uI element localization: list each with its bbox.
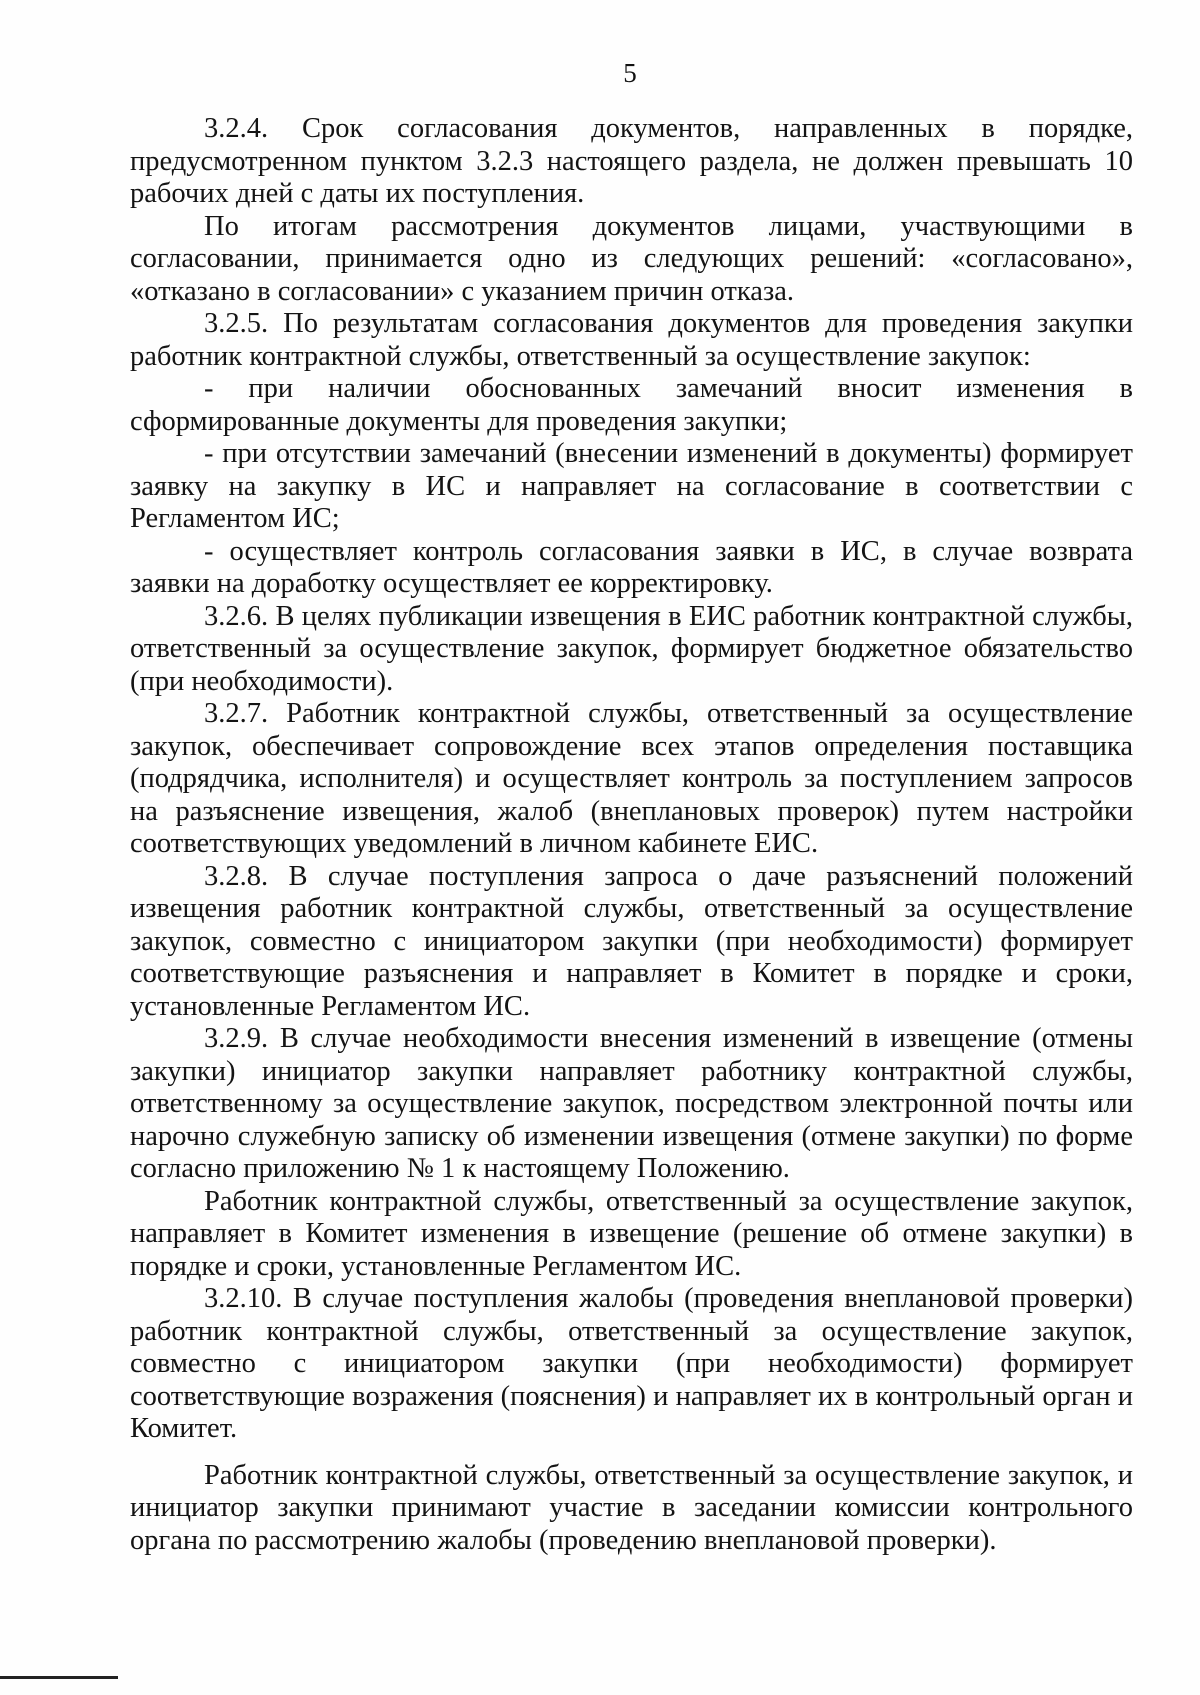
paragraph-3-2-6: 3.2.6. В целях публикации извещения в ЕИС работник контрактной службы, ответственный за осуществление закупок, формирует бюджетное обязательство (при необходимости). <box>130 600 1133 697</box>
footer-rule <box>0 1676 118 1679</box>
paragraph-3-2-9: 3.2.9. В случае необходимости внесения изменений в извещение (отмены закупки) инициатор закупки направляет работнику контрактной службы, ответственному за осуществление закупок, посредством электронной почты или нарочно служебную записку об изменении извещения (отмене закупки) по форме согласно приложению № 1 к настоящему Положению. <box>130 1023 1133 1184</box>
paragraph-3-2-8: 3.2.8. В случае поступления запроса о даче разъяснений положений извещения работник контрактной службы, ответственный за осуществление закупок, совместно с инициатором закупки (при необходимости) формирует соответствующие разъяснения и направляет в Комитет в порядке и сроки, установленные Регламентом ИС. <box>130 860 1133 1022</box>
paragraph-3-2-5: 3.2.5. По результатам согласования документов для проведения закупки работник контрактной службы, ответственный за осуществление закупок: <box>130 308 1133 372</box>
page-number: 5 <box>623 58 637 88</box>
paragraph-3-2-7: 3.2.7. Работник контрактной службы, ответственный за осуществление закупок, обеспечивает сопровождение всех этапов определения поставщика (подрядчика, исполнителя) и осуществляет контроль за поступлением запросов на разъяснение извещения, жалоб (внеплановых проверок) путем настройки соответствующих уведомлений в личном кабинете ЕИС. <box>130 698 1133 859</box>
document-body <box>130 113 1133 1557</box>
paragraph-participation: Работник контрактной службы, ответственный за осуществление закупок, и инициатор закупки принимают участие в заседании комиссии контрольного органа по рассмотрению жалобы (проведению внеплановой проверки). <box>130 1459 1133 1556</box>
paragraph-decision-options: По итогам рассмотрения документов лицами, участвующими в согласовании, принимается одно из следующих решений: «согласовано», «отказано в согласовании» с указанием причин отказа. <box>130 210 1133 307</box>
paragraph-changes-to-committee: Работник контрактной службы, ответственный за осуществление закупок, направляет в Комитет изменения в извещение (решение об отмене закупки) в порядке и сроки, установленные Регламентом ИС. <box>130 1185 1133 1282</box>
list-item-no-remarks: - при отсутствии замечаний (внесении изменений в документы) формирует заявку на закупку в ИС и направляет на согласование в соответствии с Регламентом ИС; <box>130 438 1133 534</box>
list-item-control: - осуществляет контроль согласования заявки в ИС, в случае возврата заявки на доработку осуществляет ее корректировку. <box>130 535 1133 599</box>
paragraph-3-2-10: 3.2.10. В случае поступления жалобы (проведения внеплановой проверки) работник контрактной службы, ответственный за осуществление закупок, совместно с инициатором закупки (при необходимости) формирует соответствующие возражения (пояснения) и направляет их в контрольный орган и Комитет. <box>130 1283 1133 1444</box>
paragraph-3-2-4: 3.2.4. Срок согласования документов, направленных в порядке, предусмотренном пунктом 3.2.3 настоящего раздела, не должен превышать 10 рабочих дней с даты их поступления. <box>130 113 1133 209</box>
list-item-remarks: - при наличии обоснованных замечаний вносит изменения в сформированные документы для проведения закупки; <box>130 373 1133 437</box>
